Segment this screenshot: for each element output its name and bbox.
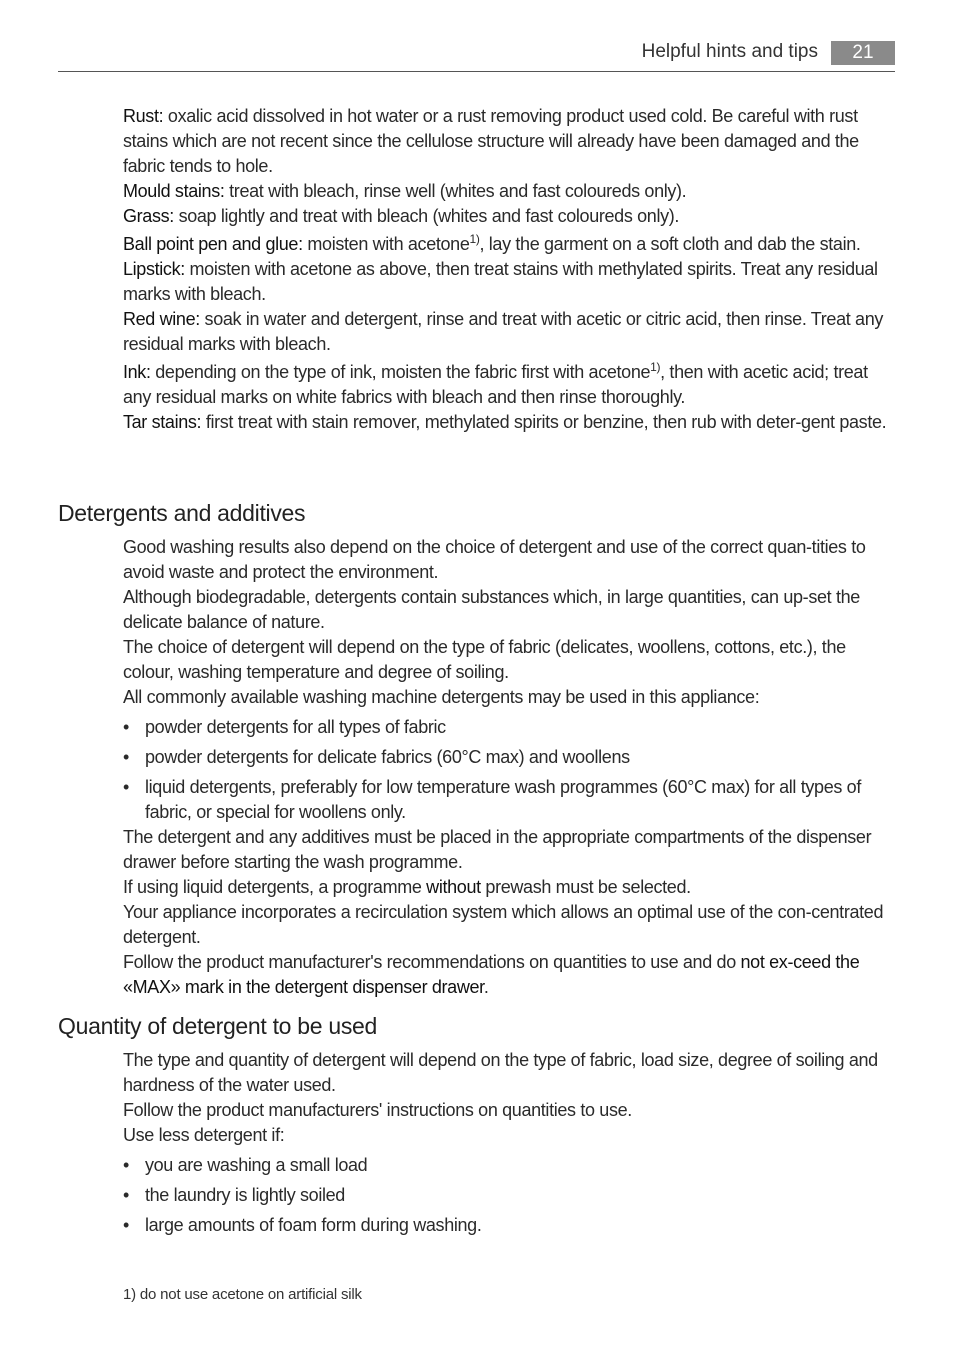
paragraph — [123, 950, 895, 1000]
footnote: 1) do not use acetone on artificial silk — [123, 1286, 362, 1303]
quantity-heading: Quantity of detergent to be used — [58, 1013, 378, 1039]
list-item — [123, 745, 895, 770]
stain-text: , then with acetic acid; treat any residual marks on white fabrics with bleach and then rinse thoroughly. — [123, 362, 868, 407]
quantity-section — [123, 1048, 895, 1243]
paragraph: Follow the product manufacturers' instructions on quantities to use. — [123, 1100, 632, 1120]
text: . — [483, 977, 489, 997]
stain-label: Tar stains: — [123, 412, 202, 432]
detergents-section — [123, 535, 895, 1000]
stain-list — [123, 104, 895, 435]
section-title: Helpful hints and tips — [641, 41, 818, 62]
list-item-text: powder detergents for delicate fabrics (60°C max) and woollens — [145, 747, 630, 767]
stain-lipstick — [123, 257, 895, 307]
stain-label: Ink: — [123, 362, 151, 382]
stain-ballpoint — [123, 232, 895, 257]
bullet: • — [123, 1215, 129, 1235]
bullet: • — [123, 777, 129, 797]
stain-red-wine — [123, 307, 895, 357]
bullet: • — [123, 747, 129, 767]
stain-text: , lay the garment on a soft cloth and dab the stain. — [479, 234, 861, 254]
stain-text: depending on the type of ink, moisten the fabric first with acetone — [150, 362, 651, 382]
list-item-text: the laundry is lightly soiled — [145, 1185, 345, 1205]
paragraph: All commonly available washing machine detergents may be used in this appliance: — [123, 687, 760, 707]
stain-text: moisten with acetone — [302, 234, 470, 254]
detergents-heading: Detergents and additives — [58, 500, 306, 526]
detergent-types-list — [123, 715, 895, 825]
paragraph: The choice of detergent will depend on the type of fabric (delicates, woollens, cottons, etc.), the colour, washing temperature and degree of soiling. — [123, 637, 846, 682]
stain-mould — [123, 179, 895, 204]
stain-text: first treat with stain remover, methylated spirits or benzine, then rub with deter-gent paste. — [201, 412, 887, 432]
stain-label: Ball point pen and glue: — [123, 234, 303, 254]
page-number: 21 — [831, 41, 895, 65]
footnote-ref: 1) — [650, 360, 661, 374]
list-item — [123, 775, 895, 825]
less-detergent-list — [123, 1153, 895, 1238]
list-item-text: powder detergents for all types of fabric — [145, 717, 446, 737]
stain-label: Lipstick: — [123, 259, 185, 279]
paragraph — [123, 875, 895, 900]
list-item — [123, 715, 895, 740]
paragraph: Use less detergent if: — [123, 1125, 285, 1145]
stain-label: Red wine: — [123, 309, 200, 329]
list-item-text: liquid detergents, preferably for low temperature wash programmes (60°C max) for all types of fabric, or special for woollens only. — [145, 777, 861, 822]
paragraph: The detergent and any additives must be placed in the appropriate compartments of the dispenser drawer before starting the wash programme. — [123, 827, 872, 872]
footnote-ref: 1) — [469, 232, 480, 246]
list-item — [123, 1153, 895, 1178]
text: prewash must be selected. — [480, 877, 691, 897]
paragraph: The type and quantity of detergent will depend on the type of fabric, load size, degree of soiling and hardness of the water used. — [123, 1050, 878, 1095]
paragraph: Although biodegradable, detergents contain substances which, in large quantities, can up-set the delicate balance of nature. — [123, 587, 860, 632]
stain-tar — [123, 410, 895, 435]
stain-text: oxalic acid dissolved in hot water or a rust removing product used cold. Be careful with rust stains which are not recent since the cellulose structure will already have been damaged and the fabric tends to hole. — [123, 106, 859, 176]
list-item-text: large amounts of foam form during washing. — [145, 1215, 482, 1235]
bullet: • — [123, 1155, 129, 1175]
emphasis: without — [426, 877, 481, 897]
stain-grass — [123, 204, 895, 229]
emphasis: not ex-ceed the «MAX» mark in the detergent dispenser drawer — [123, 952, 860, 997]
stain-label: Rust: — [123, 106, 164, 126]
bullet: • — [123, 717, 129, 737]
stain-text: soap lightly and treat with bleach (whites and fast coloureds only). — [173, 206, 680, 226]
stain-rust — [123, 104, 895, 179]
page-header — [58, 38, 895, 72]
stain-text: soak in water and detergent, rinse and treat with acetic or citric acid, then rinse. Treat any residual marks with bleach. — [123, 309, 884, 354]
list-item — [123, 1183, 895, 1208]
stain-text: moisten with acetone as above, then treat stains with methylated spirits. Treat any residual marks with bleach. — [123, 259, 878, 304]
stain-text: treat with bleach, rinse well (whites and fast coloureds only). — [224, 181, 687, 201]
stain-label: Mould stains: — [123, 181, 225, 201]
stain-label: Grass: — [123, 206, 174, 226]
stain-ink — [123, 360, 895, 410]
paragraph: Your appliance incorporates a recirculation system which allows an optimal use of the con-centrated detergent. — [123, 902, 884, 947]
paragraph: Good washing results also depend on the choice of detergent and use of the correct quan-tities to avoid waste and protect the environment. — [123, 537, 866, 582]
text: If using liquid detergents, a programme — [123, 877, 427, 897]
bullet: • — [123, 1185, 129, 1205]
text: Follow the product manufacturer's recommendations on quantities to use and do — [123, 952, 741, 972]
list-item — [123, 1213, 895, 1238]
list-item-text: you are washing a small load — [145, 1155, 368, 1175]
